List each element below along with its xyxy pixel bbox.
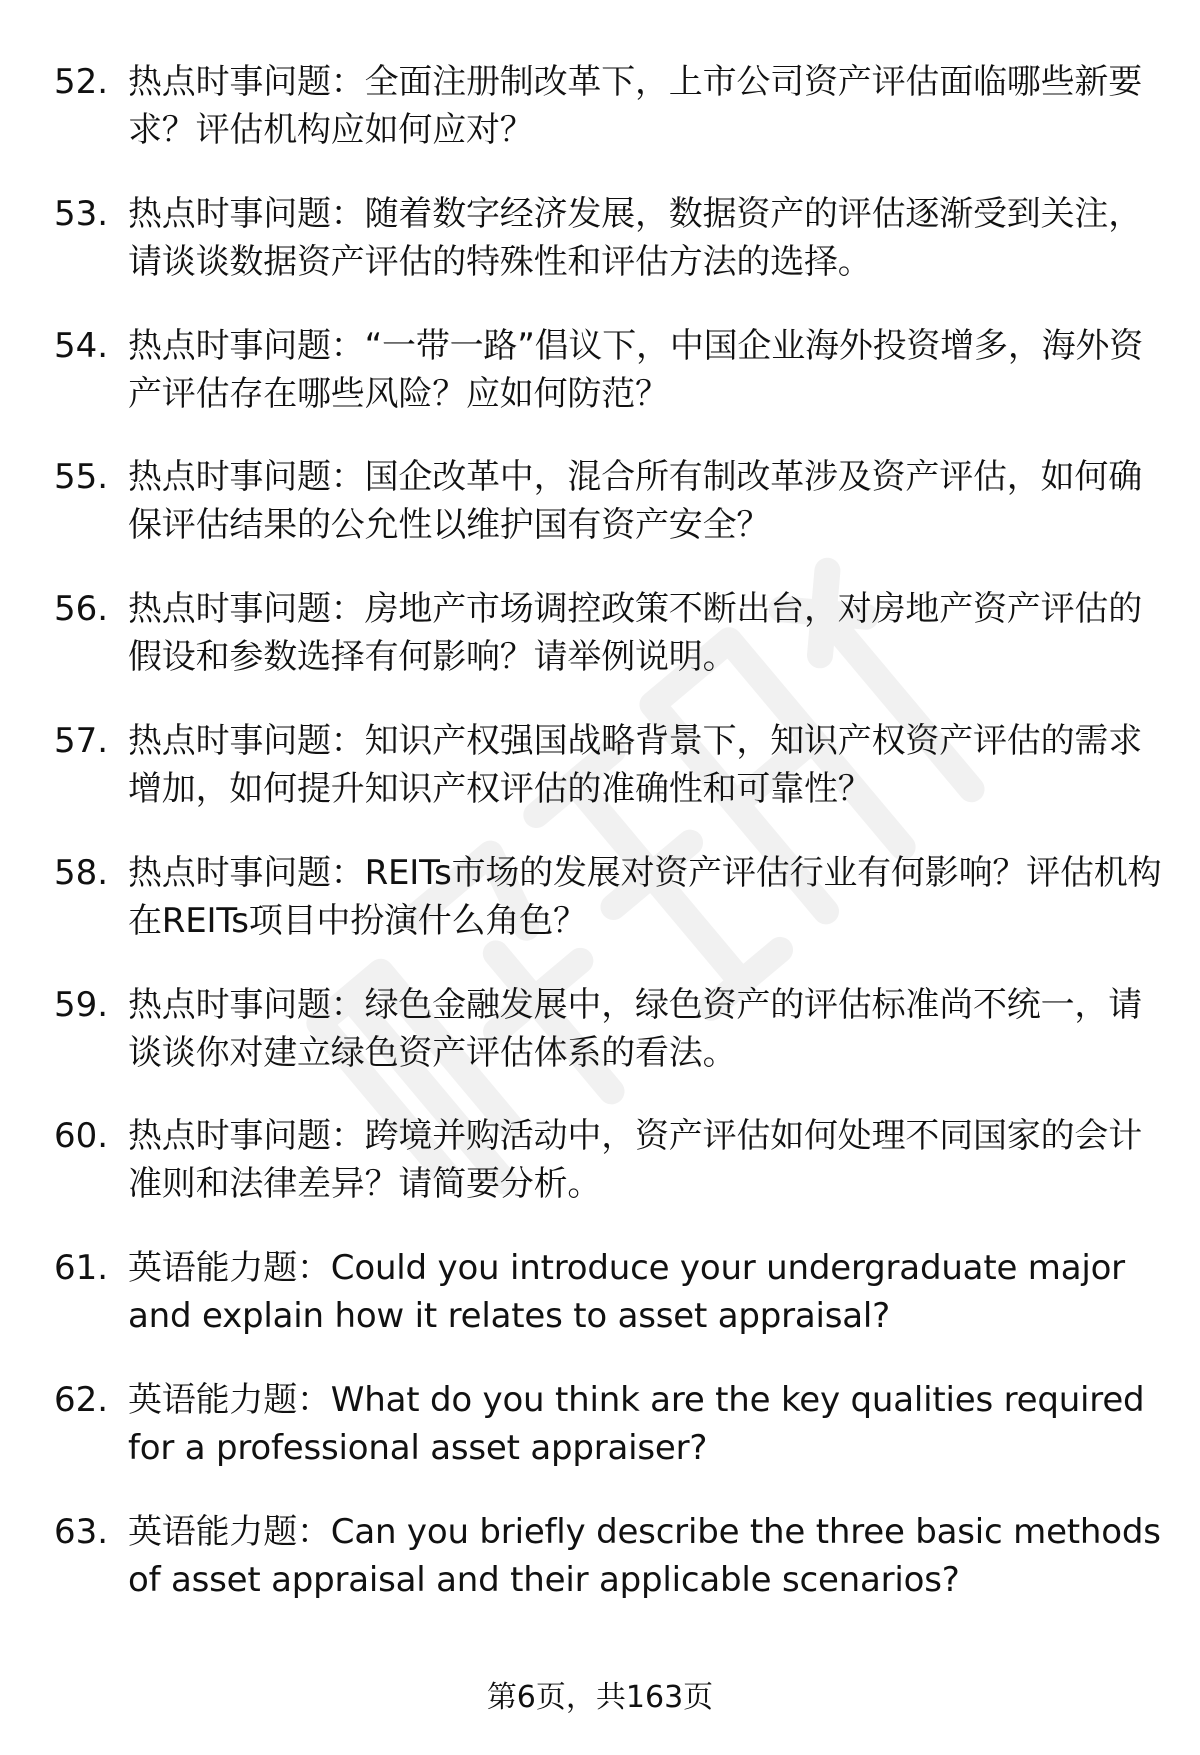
question-number: 52.: [54, 62, 109, 102]
question-number: 55.: [54, 457, 109, 498]
question-text: 热点时事问题：知识产权强国战略背景下，知识产权资产评估的需求增加，如何提升知识产权评估的准确性和可靠性？: [128, 720, 1142, 809]
list-item: [54, 585, 1164, 717]
list-item: [54, 1244, 1164, 1376]
question-list: [54, 58, 1164, 1640]
question-text: 热点时事问题：国企改革中，混合所有制改革涉及资产评估，如何确保评估结果的公允性以维护国有资产安全？: [128, 457, 1142, 546]
question-text: 热点时事问题：随着数字经济发展，数据资产的评估逐渐受到关注，请谈谈数据资产评估的特殊性和评估方法的选择。: [128, 193, 1142, 282]
question-number: 54.: [54, 325, 109, 366]
question-text: 热点时事问题：绿色金融发展中，绿色资产的评估标准尚不统一，请谈谈你对建立绿色资产评估体系的看法。: [128, 984, 1142, 1073]
question-number: 63.: [54, 1511, 109, 1552]
question-text: 热点时事问题：跨境并购活动中，资产评估如何处理不同国家的会计准则和法律差异？请简要分析。: [128, 1116, 1142, 1205]
list-item: [54, 717, 1164, 849]
question-number: 58.: [54, 852, 109, 893]
question-text: 热点时事问题：REITs市场的发展对资产评估行业有何影响？评估机构在REITs项目中扮演什么角色？: [128, 852, 1162, 941]
question-number: 57.: [54, 720, 109, 761]
list-item: [54, 1508, 1164, 1640]
question-number: 53.: [54, 193, 109, 234]
list-item: [54, 981, 1164, 1113]
list-item: [54, 58, 1164, 190]
question-number: 59.: [54, 984, 109, 1025]
question-text: 热点时事问题：“一带一路”倡议下，中国企业海外投资增多，海外资产评估存在哪些风险？应如何防范？: [128, 325, 1144, 414]
list-item: [54, 849, 1164, 981]
list-item: [54, 1376, 1164, 1508]
question-number: 60.: [54, 1116, 109, 1157]
list-item: [54, 190, 1164, 322]
question-text: 热点时事问题：房地产市场调控政策不断出台，对房地产资产评估的假设和参数选择有何影响？请举例说明。: [128, 589, 1142, 678]
question-text: 英语能力题：Could you introduce your undergraduate major and explain how it relates to asset appraisal?: [128, 1248, 1125, 1337]
page-footer: 第6页，共163页: [486, 1680, 714, 1715]
question-text: 热点时事问题：全面注册制改革下，上市公司资产评估面临哪些新要求？评估机构应如何应对？: [128, 62, 1142, 150]
question-number: 56.: [54, 589, 109, 630]
question-text: 英语能力题：Can you briefly describe the three basic methods of asset appraisal and their applicable scenarios?: [128, 1511, 1161, 1600]
list-item: [54, 1112, 1164, 1244]
question-number: 62.: [54, 1379, 109, 1420]
list-item: [54, 322, 1164, 454]
list-item: [54, 453, 1164, 585]
question-number: 61.: [54, 1248, 109, 1289]
question-text: 英语能力题：What do you think are the key qualities required for a professional asset appraiser?: [128, 1379, 1145, 1468]
